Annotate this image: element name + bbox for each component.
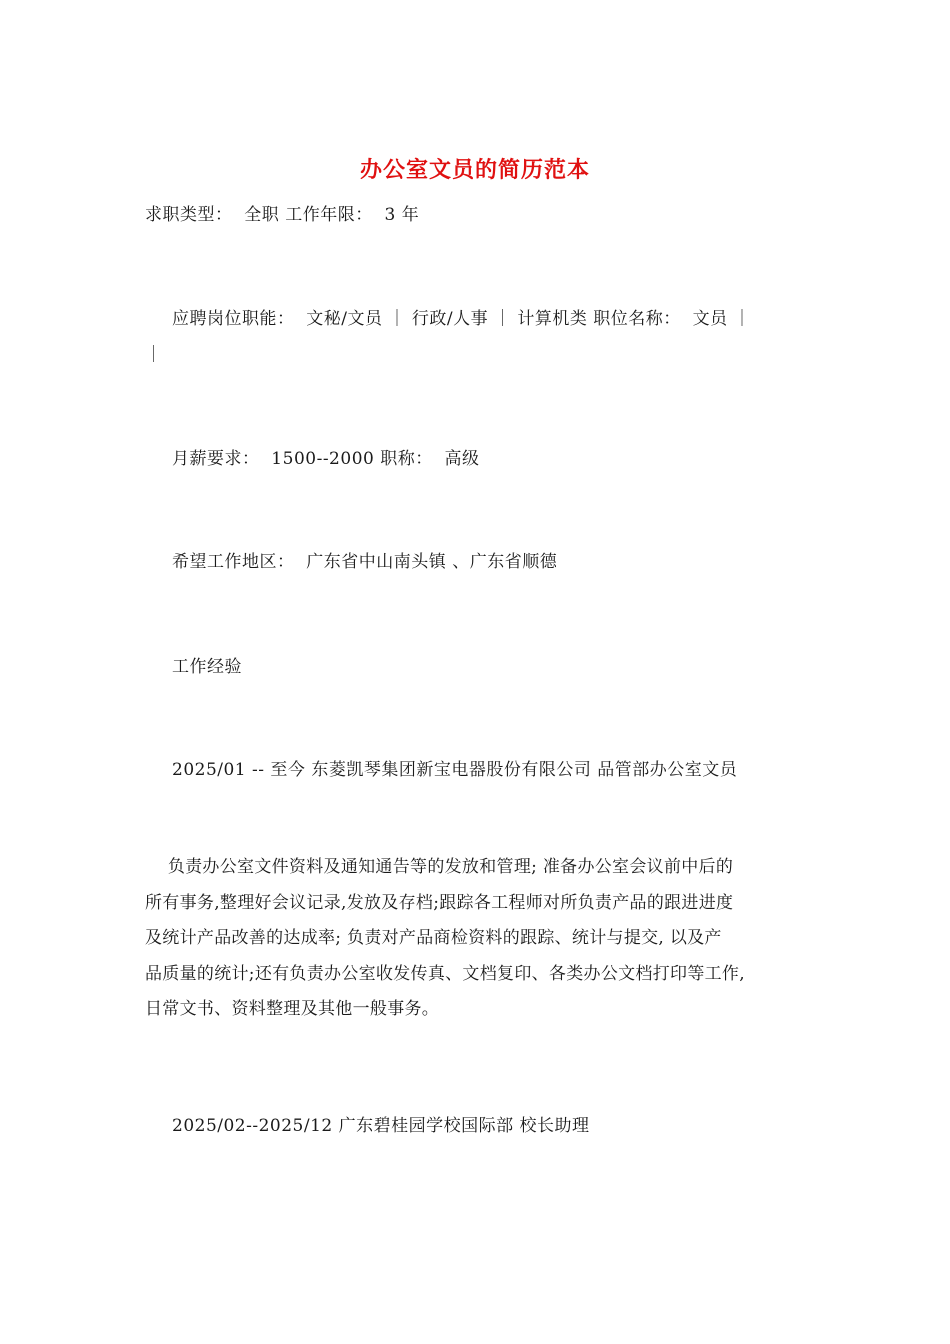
job1-desc-line: 品质量的统计;还有负责办公室收发传真、文档复印、各类办公文档打印等工作, [145,963,745,984]
position-line-continued: ｜ [145,345,163,365]
job-type-line: 求职类型： 全职 工作年限： 3 年 [145,205,420,225]
experience-heading: 工作经验 [172,657,242,677]
job1-description [145,850,817,1028]
document-title: 办公室文员的简历范本 [359,157,590,183]
location-line: 希望工作地区： 广东省中山南头镇 、广东省顺德 [172,552,558,572]
job1-desc-line: 所有事务,整理好会议记录,发放及存档;跟踪各工程师对所负责产品的跟进进度 [145,892,734,913]
job1-desc-line: 及统计产品改善的达成率; 负责对产品商检资料的跟踪、统计与提交, 以及产 [145,928,722,948]
job1-desc-line: 日常文书、资料整理及其他一般事务。 [145,999,440,1019]
job1-header: 2025/01 -- 至今 东菱凯琴集团新宝电器股份有限公司 品管部办公室文员 [172,760,738,780]
salary-line: 月薪要求： 1500--2000 职称： 高级 [172,449,480,469]
job2-header: 2025/02--2025/12 广东碧桂园学校国际部 校长助理 [172,1116,590,1136]
job1-desc-line: 负责办公室文件资料及通知通告等的发放和管理; 准备办公室会议前中后的 [145,857,734,877]
position-line: 应聘岗位职能： 文秘/文员 ｜ 行政/人事 ｜ 计算机类 职位名称： 文员 ｜ [172,309,751,329]
